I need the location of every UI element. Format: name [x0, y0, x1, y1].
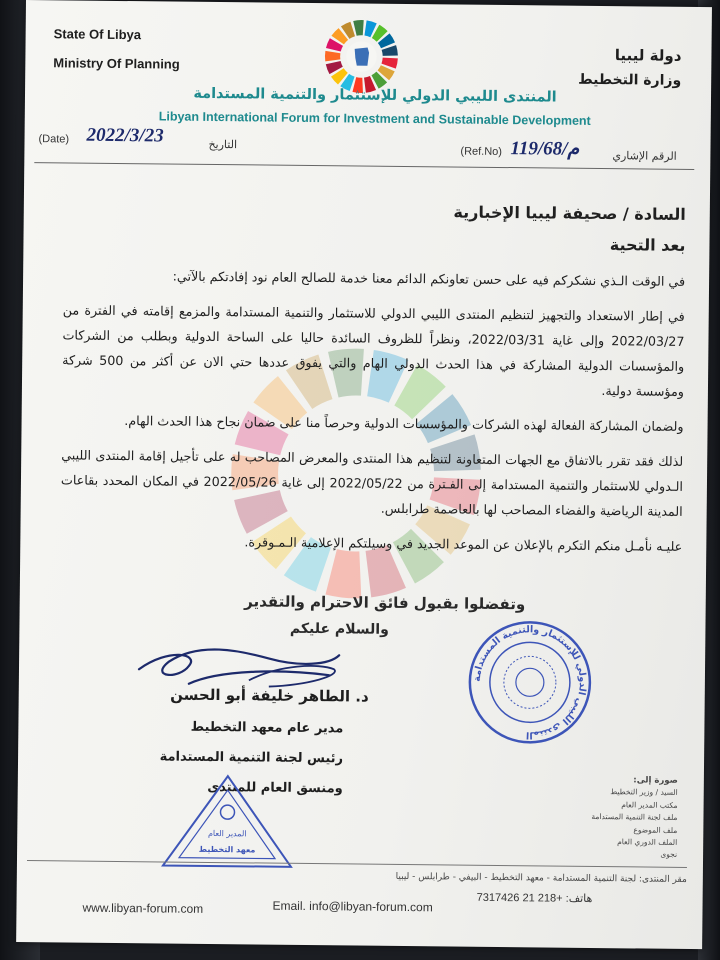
- english-state-name: State Of Libya: [53, 26, 142, 43]
- logo-segment: [325, 51, 341, 62]
- closing-respect: وتفضلوا بقبول فائق الاحترام والتقدير: [244, 592, 526, 614]
- triangle-stamp: [157, 771, 298, 872]
- footer-phone: [477, 891, 593, 905]
- closing-salutation: والسلام عليكم: [289, 620, 389, 638]
- footer-phone-label: هاتف:: [565, 892, 593, 905]
- copy-to-item: نجوى: [660, 850, 678, 860]
- reference-label: (Ref.No): [460, 145, 503, 158]
- arabic-state-name: دولة ليبيا: [614, 46, 682, 65]
- forum-logo-icon: [323, 18, 400, 95]
- paragraph-3: ولضمان المشاركة الفعالة لهذه الشركات والمؤسسات الدولية وحرصاً منا على ضمان نجاح هذا الحدث الهام.: [124, 413, 684, 434]
- signatory-title-1: مدير عام معهد التخطيط: [190, 719, 344, 737]
- letter-body: [60, 198, 686, 568]
- signatory-title-2: رئيس لجنة التنمية المستدامة: [159, 749, 344, 767]
- paragraph-2: في إطار الاستعداد والتجهيز لتنظيم المنتدى الليبي الدولي للاستثمار والتنمية المستدامة والمزمع إقامته في الفترة من 2022/03/27 وإلى غاية 2022/03/31، ونظراً للظروف السائدة حاليا على الساحة الدولية وبطلب من الشركات والمؤسسات الدولية المشاركة في هذا الحدث الدولي الهام والتي يفوق عددها حتي الان عن أكثر من 500 شركة ومؤسسة دولية.: [62, 302, 685, 399]
- header-divider: [34, 162, 694, 170]
- footer-email: Email. info@libyan-forum.com: [272, 898, 433, 915]
- reference-label-arabic: الرقم الإشاري: [612, 149, 677, 163]
- round-stamp-text: المنتدى الليبي الدولي للإستثمار والتنمية المستدامة: [471, 624, 588, 741]
- paragraph-4: لذلك فقد تقرر بالاتفاق مع الجهات المتعاونة لتنظيم هذا المنتدى والمعرض المصاحب له على تأجيل إقامة المنتدى الليبي الـدولي للاستثمار والتنمية المستدامة إلى الفـترة من 2022/05/22 إلى غاية 2022/05/26 في المكان المحدد بقاعات المدينة الرياضية والفضاء المصاحب لها بالعاصمة طرابلس.: [60, 447, 684, 519]
- date-value: 2022/3/23: [86, 124, 164, 147]
- copy-to-item: الملف الدوري العام: [617, 837, 678, 847]
- svg-text:المنتدى الليبي الدولي للإستثما: [471, 624, 588, 741]
- footer-website: www.libyan-forum.com: [82, 900, 204, 916]
- round-stamp: [464, 617, 595, 748]
- footer-divider: [27, 860, 687, 868]
- forum-name-english: Libyan International Forum for Investment and Sustainable Development: [158, 109, 591, 128]
- copy-to-heading: صورة إلى:: [633, 775, 678, 786]
- date-label-arabic: التاريخ: [208, 137, 238, 152]
- addressee: السادة / صحيفة ليبيا الإخبارية: [453, 202, 686, 224]
- english-ministry-name: Ministry Of Planning: [53, 55, 180, 72]
- date-label: (Date): [38, 133, 70, 146]
- logo-segment: [353, 20, 364, 36]
- arabic-ministry-name: وزارة التخطيط: [578, 71, 682, 89]
- letter-page: [16, 0, 712, 949]
- forum-name-arabic: المنتدى الليبي الدولي للإستثمار والتنمية المستدامة: [193, 85, 557, 106]
- signatory-name: د. الطاهر خليفة أبو الحسن: [170, 685, 369, 706]
- triangle-stamp-line-2: معهد التخطيط: [198, 844, 256, 855]
- copy-to-list: [537, 773, 678, 861]
- greeting: بعد التحية: [609, 235, 686, 255]
- paragraph-1: في الوقت الـذي نشكركم فيه على حسن تعاونكم الدائم معنا خدمة للصالح العام نود إفادتكم بالآتي:: [172, 268, 686, 289]
- copy-to-item: ملف الموضوع: [633, 825, 678, 835]
- copy-to-item: مكتب المدير العام: [621, 800, 678, 810]
- footer-phone-number: +218 21 7317426: [476, 891, 563, 905]
- paragraph-5: عليـه نأمـل منكم التكرم بالإعلان عن الموعد الجديد في وسيلتكم الإعلامية الـمـوقرة.: [244, 534, 683, 554]
- reference-number: 119/68/م: [510, 138, 580, 160]
- signatory-title-3: ومنسق العام للمنتدى: [207, 779, 343, 797]
- triangle-stamp-line-1: المدير العام: [207, 828, 247, 839]
- footer-address: مقر المنتدى: لجنة التنمية المستدامة - معهد التخطيط - البيفي - طرابلس - ليبيا: [395, 871, 687, 885]
- copy-to-item: ملف لجنة التنمية المستدامة: [591, 812, 678, 823]
- copy-to-item: السيد / وزير التخطيط: [610, 787, 678, 798]
